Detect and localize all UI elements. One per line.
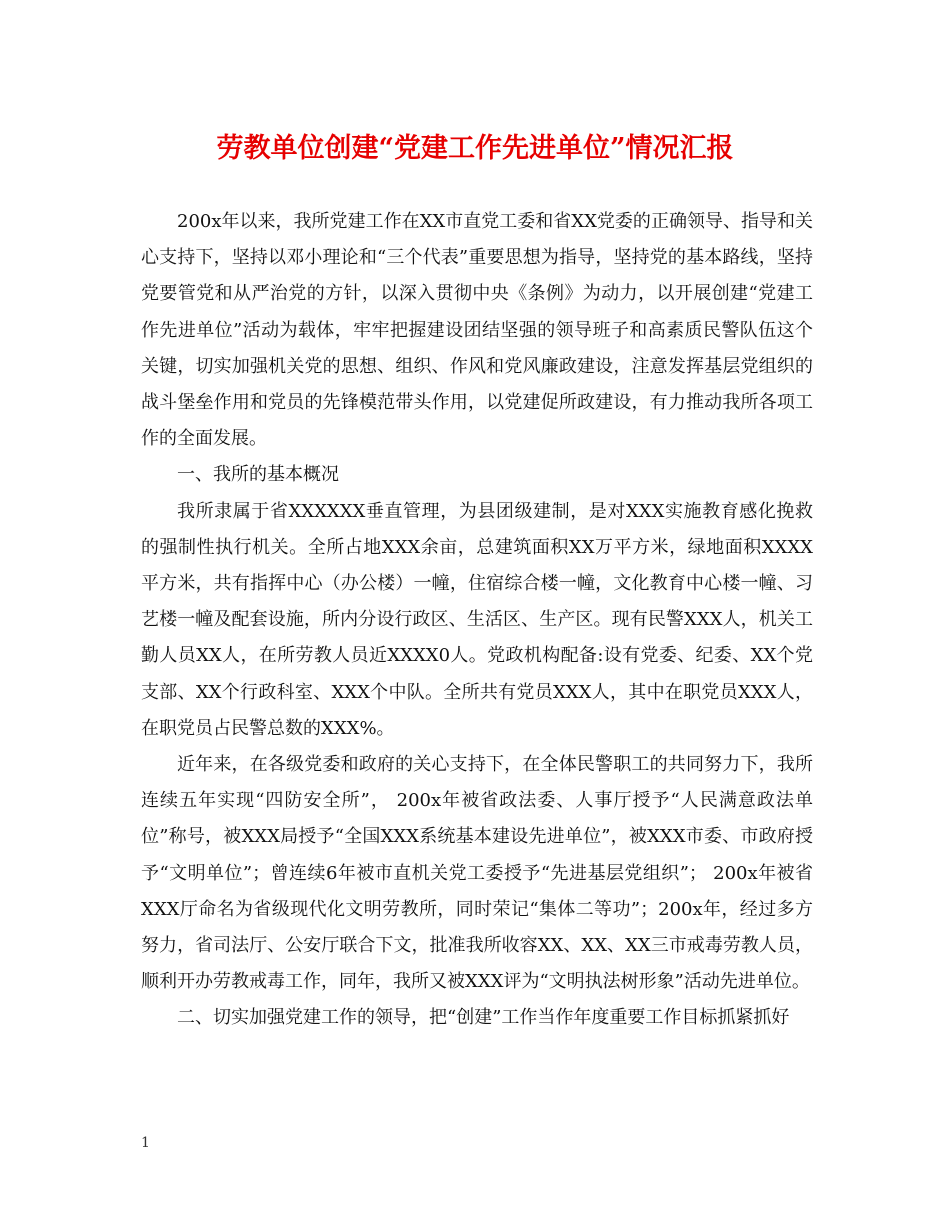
paragraph-achievements: 近年来，在各级党委和政府的关心支持下，在全体民警职工的共同努力下，我所连续五年实现“四防安全所”， 200x年被省政法委、人事厅授予“人民满意政法单位”称号，被XXX局授予“全国XXX系统基本建设先进单位”，被XXX市委、市政府授予“文明单位”；曾连续6年被市直机关党工委授予“先进基层党组织”； 200x年被省XXX厅命名为省级现代化文明劳教所，同时荣记“集体二等功”；200x年，经过多方努力，省司法厅、公安厅联合下文，批准我所收容XX、XX、XX三市戒毒劳教人员，顺利开办劳教戒毒工作，同年，我所又被XXX评为“文明执法树形象”活动先进单位。 — [141, 754, 813, 993]
document-title: 劳教单位创建“党建工作先进单位”情况汇报 — [216, 133, 734, 164]
page-number: 1 — [141, 1135, 150, 1151]
section-heading-1: 一、我所的基本概况 — [177, 464, 339, 486]
document-body — [141, 204, 813, 1037]
paragraph-intro: 200x年以来，我所党建工作在XX市直党工委和省XX党委的正确领导、指导和关心支持下，坚持以邓小理论和“三个代表”重要思想为指导，坚持党的基本路线，坚持党要管党和从严治党的方针，以深入贯彻中央《条例》为动力，以开展创建“党建工作先进单位”活动为载体，牢牢把握建设团结坚强的领导班子和高素质民警队伍这个关键，切实加强机关党的思想、组织、作风和党风廉政建设，注意发挥基层党组织的战斗堡垒作用和党员的先锋模范带头作用，以党建促所政建设，有力推动我所各项工作的全面发展。 — [141, 211, 813, 450]
paragraph-overview: 我所隶属于省XXXXXX垂直管理，为县团级建制，是对XXX实施教育感化挽救的强制性执行机关。全所占地XXX余亩，总建筑面积XX万平方米，绿地面积XXXX平方米，共有指挥中心（办公楼）一幢，住宿综合楼一幢，文化教育中心楼一幢、习艺楼一幢及配套设施，所内分设行政区、生活区、生产区。现有民警XXX人，机关工勤人员XX人，在所劳教人员近XXXX0人。党政机构配备:设有党委、纪委、XX个党支部、XX个行政科室、XXX个中队。全所共有党员XXX人，其中在职党员XXX人，在职党员占民警总数的XXX%。 — [141, 500, 813, 739]
section-heading-2: 二、切实加强党建工作的领导，把“创建”工作当作年度重要工作目标抓紧抓好 — [177, 1007, 790, 1029]
